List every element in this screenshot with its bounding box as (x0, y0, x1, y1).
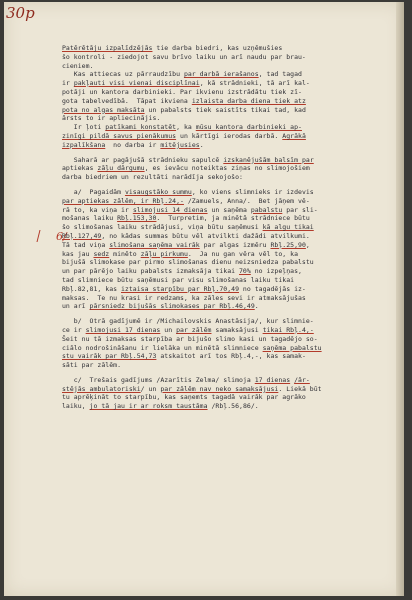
text-segment: . (199, 140, 204, 149)
text-segment: . Ja nu gan vēra vēl to, ka (187, 249, 299, 258)
text-segment: un par pārējo laiku pabalsts izmaksāja tikai (62, 267, 239, 276)
text-segment: b/ Otrā gadījumē ir /Michailovskis Anastāsija/, kur slimnie- (62, 317, 314, 326)
text-line (62, 326, 400, 335)
underlined-text: mūsu kantora darbinieki ap- (195, 123, 302, 132)
text-line (62, 70, 400, 79)
underlined-text: par zālēm (176, 325, 212, 334)
underlined-text: zāļu dārgumu (97, 164, 145, 173)
text-segment: Rbļ.82,81, kas (62, 284, 121, 293)
text-line (62, 317, 400, 326)
text-segment: . Liekā būt (278, 384, 322, 393)
underlined-text: 17 dienas (254, 375, 291, 384)
text-line (62, 79, 400, 88)
text-segment: , no kādas summas būtu vēl atvilkti dažādi atvilkumi. (101, 231, 310, 240)
text-segment: , kā strādnieki, tā arī kal- (199, 79, 310, 88)
text-segment: ciālo nodrošināšanu ir lielāka un minētā slimniece (62, 343, 263, 352)
text-segment: minēto (109, 249, 141, 258)
underlined-text: par zālēm nav neko samaksājusi (160, 384, 279, 393)
text-segment: , tad tagad (258, 70, 302, 79)
text-line (62, 223, 400, 232)
text-segment: /Zamuels, Anna/. Bet jāņem vē- (183, 196, 310, 205)
text-segment: ārsts to ir apliecinājis. (62, 114, 161, 123)
underlined-text: par aptiekas zālēm, ir Rbļ.24,- (62, 196, 184, 205)
text-line (62, 344, 400, 353)
text-line (62, 114, 400, 123)
text-line (62, 88, 400, 97)
text-segment: kas jau (62, 249, 94, 258)
text-line (62, 335, 400, 344)
text-segment: Ir ļoti (62, 123, 106, 132)
underlined-text: Rbļ.127,49 (62, 231, 102, 240)
text-segment: . (254, 302, 259, 311)
underlined-text: zinīgi pildā savus pienākumus (62, 131, 177, 140)
underlined-text: Patērētāju izpalīdzējās (62, 44, 153, 52)
text-segment: , ko viens slimnieks ir izdevis (191, 187, 314, 196)
text-segment: rā to, ka viņa ir (62, 205, 133, 214)
text-segment: ir (62, 79, 74, 88)
text-line (62, 385, 400, 394)
text-segment: gota tabelvedībā. Tāpat ikviena (62, 96, 192, 105)
text-segment: un pabalsts tiek saistīts tikai tad, kad (144, 105, 306, 114)
text-segment: laiku, (62, 402, 90, 411)
underlined-text: kā algu tikai (262, 223, 314, 232)
text-segment: samaksājusi (211, 325, 263, 334)
text-line (62, 53, 400, 62)
text-line (62, 294, 400, 303)
text-segment: , es ievācu noteiktas ziņas no slimojošiem (144, 164, 310, 173)
text-line (62, 132, 400, 141)
text-line (62, 44, 400, 53)
underlined-text: izlaista darba diena tiek atz (191, 96, 306, 105)
text-segment: , ka (176, 123, 196, 132)
text-segment: Šeit nu tā izmaksas starpība ar bijušo slimo kasi un tagadējo so- (62, 334, 318, 343)
text-line (62, 241, 400, 250)
text-segment: un saņēma (207, 205, 251, 214)
text-line (62, 197, 400, 206)
underlined-text: Rbļ.153,30 (117, 214, 157, 223)
text-segment: , (305, 240, 310, 249)
underlined-text: pakļauti visi vienai disciplīnai (73, 79, 200, 88)
margin-annotation: 6/ (56, 230, 67, 243)
text-segment: par sli- (282, 205, 318, 214)
text-line (62, 393, 400, 402)
text-segment: potāji un kantora darbinieki. Par ikvienu izstrādātu tiek zī- (62, 87, 302, 96)
text-segment: Tā tad viņa (62, 240, 110, 249)
text-segment: mošanas laiku (62, 214, 118, 223)
underlined-text: Agrākā (282, 131, 306, 140)
underlined-text: stējās ambulatoriski (62, 384, 141, 393)
underlined-text: izpalīkšana (62, 140, 106, 149)
text-line (62, 206, 400, 215)
text-segment: / un (140, 384, 161, 393)
text-segment: bijušā slimokase par pirmo slimošanas dienu neizsniedza pabalstu (62, 258, 314, 267)
text-segment: tu aprēķināt to starpību, kas saņemts tagadā vairāk par agrāko (62, 393, 306, 402)
text-line (62, 62, 400, 71)
text-line (62, 173, 400, 182)
text-line (62, 250, 400, 259)
text-line (62, 156, 400, 165)
text-segment: sāti par zālēm. (62, 361, 121, 370)
document-body (62, 44, 400, 411)
underlined-text: stu vairāk par Rbļ.54,73 (62, 352, 157, 361)
underlined-text: visaugstāko summu (124, 187, 192, 196)
text-line (62, 376, 400, 385)
text-line (62, 164, 400, 173)
text-line (62, 123, 400, 132)
underlined-text: izskanējušām balsīm par (223, 155, 314, 164)
text-line (62, 361, 400, 370)
text-line (62, 276, 400, 285)
underlined-text: 70% (239, 267, 251, 276)
text-segment: šo slimošanas laiku strādājusi, viņa būtu saņēmusi (62, 223, 263, 232)
text-segment: aptiekas (62, 164, 98, 173)
text-segment: Saharā ar pagājušā strādnieku sapulcē (62, 155, 224, 164)
underlined-text: patīkami konstatēt (105, 123, 177, 132)
text-segment: no tagadējās iz- (239, 284, 306, 293)
underlined-text: pabalstu (250, 205, 283, 214)
underlined-text: jo tā jau ir ar roksm taustāma (89, 402, 208, 411)
text-segment: Kas attiecas uz pārraudzību (62, 70, 184, 79)
text-line (62, 267, 400, 276)
page-number: 30p (6, 4, 35, 22)
text-segment: c/ Trešais gadījums /Azarītis Zelma/ slimoja (62, 375, 255, 384)
text-segment: un arī (62, 302, 90, 311)
text-segment: cieniem. (62, 61, 94, 70)
underlined-text: slimošana saņēma vairāk (109, 240, 200, 249)
text-line (62, 106, 400, 115)
underlined-text: mitējusies (160, 140, 200, 149)
text-line (62, 402, 400, 411)
text-segment: tie darba biedri, kas uzņēmušies (152, 44, 283, 52)
underlined-text: saņēma pabalstu (262, 343, 322, 352)
text-segment: darba biedriem un rezultāti narādīja sekojošo: (62, 173, 243, 182)
text-segment: un kārtīgi ierodas darbā. (176, 131, 283, 140)
text-line (62, 302, 400, 311)
text-line (62, 188, 400, 197)
text-segment: un (160, 325, 177, 334)
underlined-text: par darbā ierašanos (183, 70, 259, 79)
text-segment: par algas izmēru (199, 240, 271, 249)
text-line (62, 352, 400, 361)
text-segment: . Turpretim, ja minētā strādniece būtu (156, 214, 310, 223)
underlined-text: iztaisa starpību par Rbļ.70,49 (121, 284, 239, 293)
text-line (62, 97, 400, 106)
underlined-text: slimojusi 14 dienas (132, 205, 208, 214)
underlined-text: pārsniedz bijušās slimokases par Rbļ.46,49 (89, 302, 255, 311)
text-line (62, 258, 400, 267)
text-segment: no darba ir (105, 140, 161, 149)
underlined-text: sedz (93, 249, 110, 258)
text-line (62, 285, 400, 294)
underlined-text: zāļu pirkumu (140, 249, 188, 258)
underlined-text: slimojusi 17 dienas (85, 325, 161, 334)
text-segment: maksas. Te nu krasi ir redzams, ka zāles sevi ir atmaksājušas (62, 293, 306, 302)
text-line (62, 214, 400, 223)
underlined-text: Rbļ.25,90 (270, 240, 306, 249)
underlined-text: /ār- (294, 375, 310, 384)
text-line (62, 232, 400, 241)
underlined-text: pota no algas maksāta (62, 105, 145, 114)
text-segment: no izpeļņas, (250, 267, 302, 276)
text-segment: atskaitot arī tos Rbļ.4,-, kas samak- (156, 352, 306, 361)
text-segment: šo kontroli - ziedojot savu brīvo laiku un arī naudu par brau- (62, 52, 306, 61)
document-page (4, 2, 404, 596)
underlined-text: tikai Rbļ.4,- (262, 325, 314, 334)
text-segment: ce ir (62, 325, 86, 334)
text-segment: tad slimniece būtu saņēmusi par visu slimošanas laiku tikai (62, 275, 295, 284)
text-segment: /Rbļ.56,86/. (207, 402, 259, 411)
text-line (62, 141, 400, 150)
text-segment: a/ Pagaidām (62, 187, 125, 196)
